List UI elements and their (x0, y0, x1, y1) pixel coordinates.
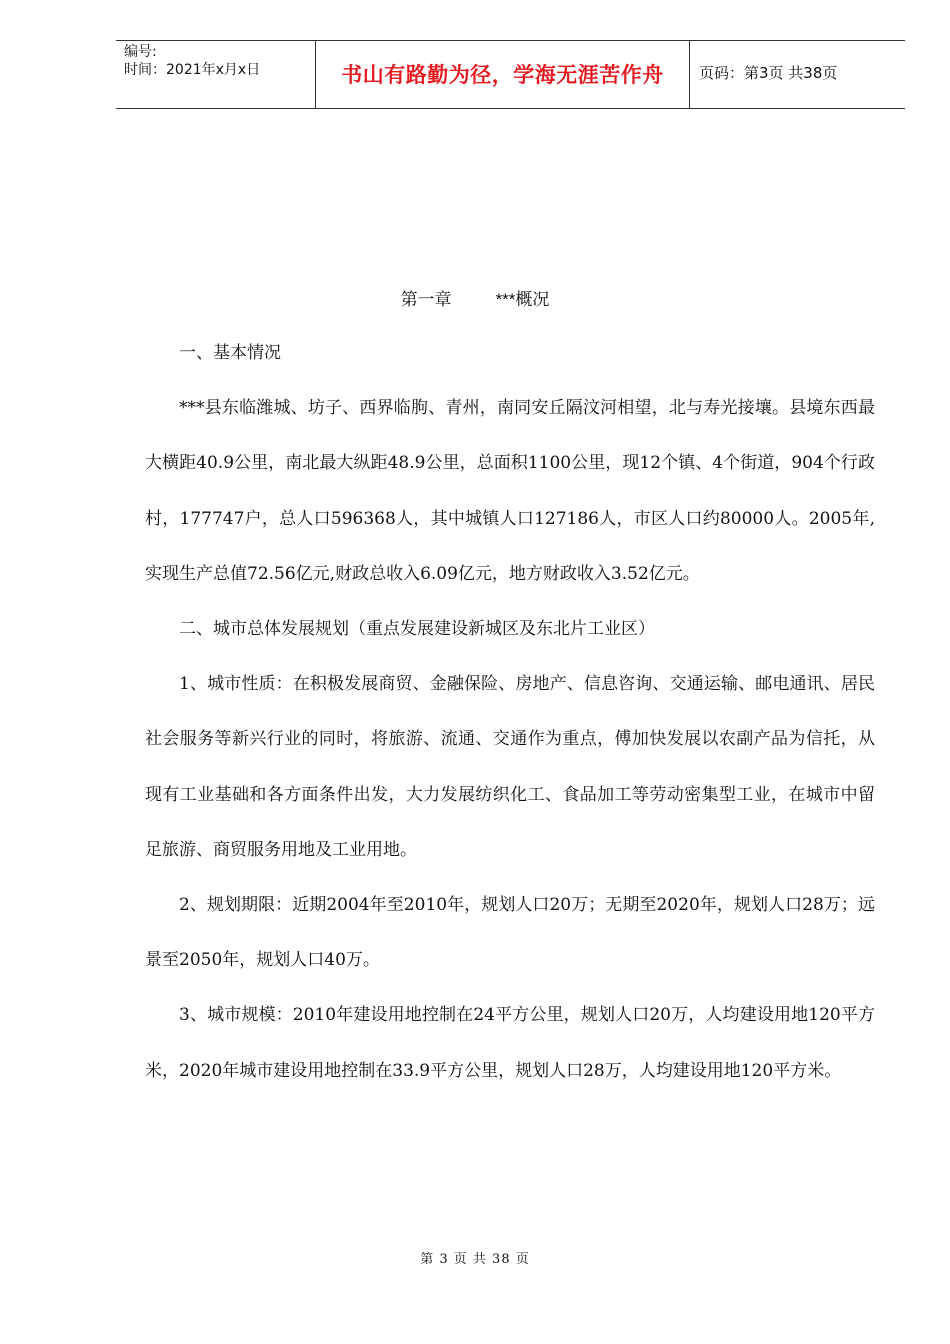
section-heading-basic-info: 一、基本情况 (179, 343, 281, 363)
document-body (145, 326, 875, 1099)
paragraph-city-nature: 1、城市性质：在积极发展商贸、金融保险、房地产、信息咨询、交通运输、邮电通讯、居民社会服务等新兴行业的同时，将旅游、流通、交通作为重点，傅加快发展以农副产品为信托，从现有工业基础和各方面条件出发，大力发展纺织化工、食品加工等劳动密集型工业，在城市中留足旅游、商贸服务用地及工业用地。 (145, 674, 875, 860)
header-page-label: 页码：第3页 共38页 (699, 64, 838, 82)
paragraph-basic-info: ***县东临潍城、坊子、西界临朐、青州，南同安丘隔汶河相望，北与寿光接壤。县境东西最大横距40.9公里，南北最大纵距48.9公里，总面积1100公里，现12个镇、4个街道，904个行政村，177747户，总人口596368人，其中城镇人口127186人，市区人口约80000人。2005年,实现生产总值72.56亿元,财政总收入6.09亿元，地方财政收入3.52亿元。 (145, 398, 875, 584)
header-time-label: 时间：2021年x月x日 (124, 62, 261, 78)
header-meta-cell (116, 41, 316, 108)
chapter-number: 第一章 (400, 290, 452, 310)
page-footer: 第 3 页 共 38 页 (420, 1252, 530, 1267)
paragraph-planning-period: 2、规划期限：近期2004年至2010年，规划人口20万；无期至2020年，规划人口28万；远景至2050年，规划人口40万。 (145, 895, 875, 971)
document-header (116, 40, 905, 109)
section-heading-master-plan: 二、城市总体发展规划（重点发展建设新城区及东北片工业区） (179, 619, 655, 640)
chapter-name: ***概况 (495, 290, 550, 309)
paragraph-city-scale: 3、城市规模：2010年建设用地控制在24平方公里，规划人口20万，人均建设用地120平方米，2020年城市建设用地控制在33.9平方公里，规划人口28万，人均建设用地120平方米。 (145, 1005, 875, 1081)
header-number-label: 编号: (124, 44, 157, 60)
header-motto: 书山有路勤为径，学海无涯苦作舟 (316, 41, 690, 108)
chapter-title (0, 288, 950, 312)
